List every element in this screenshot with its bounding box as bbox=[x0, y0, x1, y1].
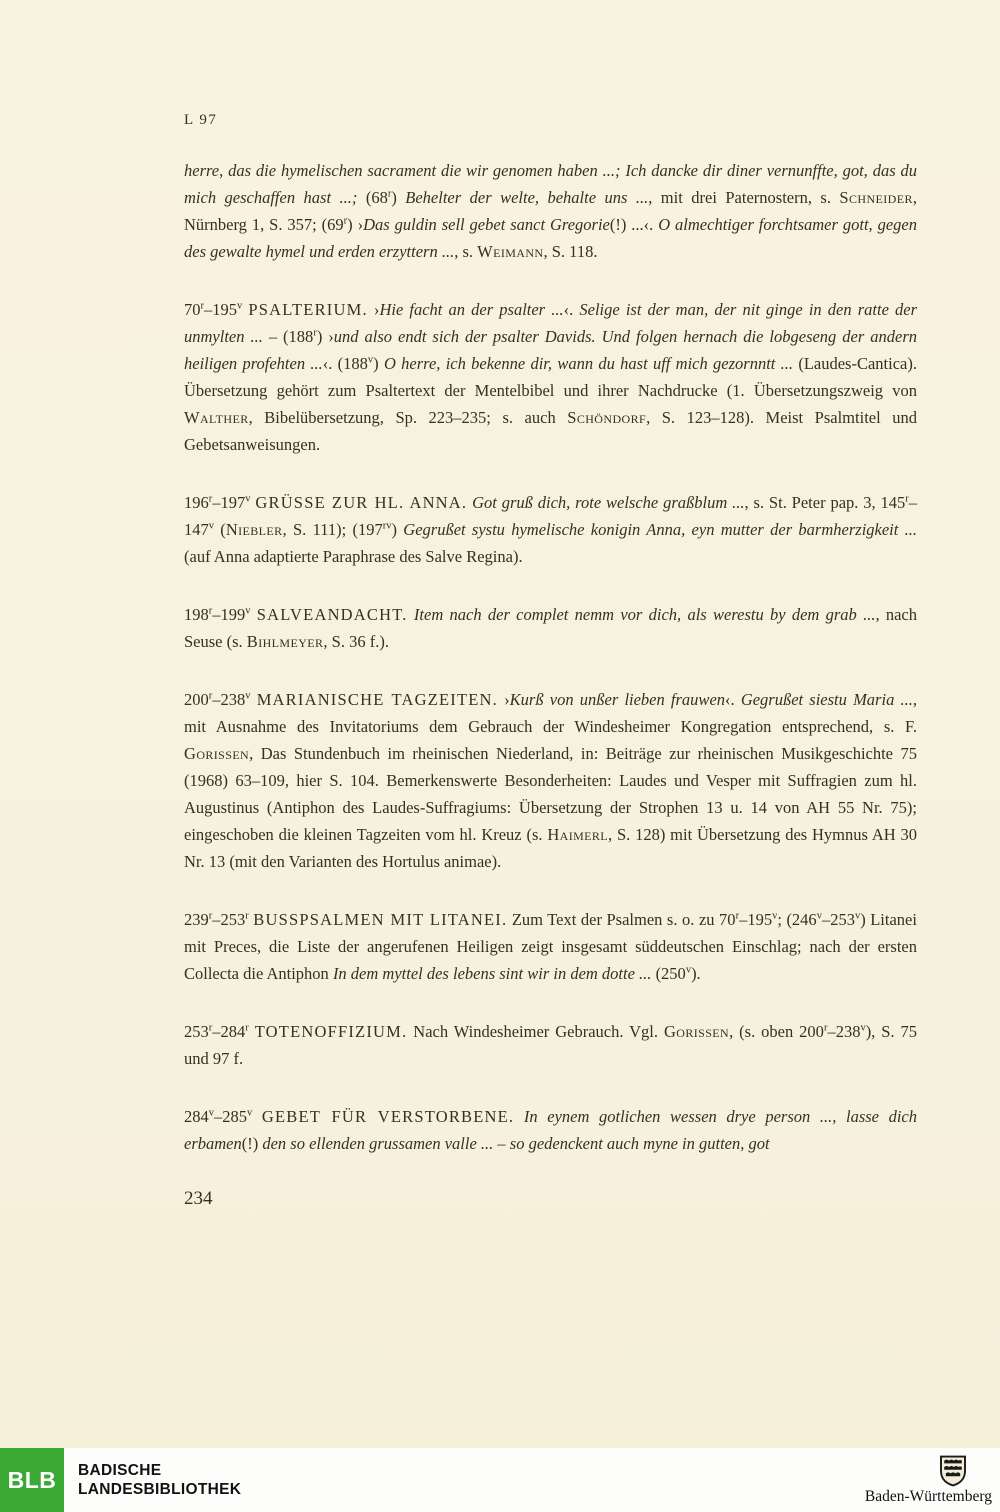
paragraph: 196$^r$–197$^v$ GRÜSSE ZUR HL. ANNA. Got gruß dich, rote welsche graßblum ..., s. St. Peter pap. 3, 145$^r$–147$^v$ (Niebler, S. 111); $(197^{rv})$ Gegrußet systu hymelische konigin Anna, eyn mutter der barmherzigkeit ... (auf Anna adaptierte Paraphrase des Salve Regina). bbox=[184, 493, 918, 566]
coat-of-arms-icon bbox=[938, 1455, 968, 1487]
library-name-line2: LANDESBIBLIOTHEK bbox=[78, 1481, 242, 1498]
paragraph: herre, das die hymelischen sacrament die wir genomen haben ...; Ich dancke dir diner vernunffte, got, das du mich geschaffen hast ...; (68$^r$) Behelter der welte, behalte uns ..., mit drei Paternostern, s. Schneider, Nürnberg 1, S. 357; (69$^r$) ›Das guldin sell gebet sanct Gregorie(!) ...‹. O almechtiger forchtsamer gott, gegen des gewalte hymel und erden erzyttern ..., s. Weimann, S. 118. bbox=[184, 161, 917, 261]
library-name-line1: BADISCHE bbox=[78, 1462, 162, 1479]
paragraph: 239$^r$–253$^r$ BUSSPSALMEN MIT LITANEI. Zum Text der Psalmen s. o. zu 70$^r$–195$^v$; (246$^v$–253$^v$) Litanei mit Preces, die Liste der angerufenen Heiligen zeigt insgesamt süddeutschen Einschlag; nach der ersten Collecta die Antiphon In dem myttel des lebens sint wir in dem dotte ... (250$^v$). bbox=[184, 910, 917, 983]
paragraph: 70$^r$–195$^v$ PSALTERIUM. ›Hie facht an der psalter ...‹. Selige ist der man, der nit ginge in den ratte der unmylten ... – (188$^r$) ›und also endt sich der psalter Davids. Und folgen hernach die lobgeseng der andern heiligen profehten ...‹. (188$^v$) O herre, ich bekenne dir, wann du hast uff mich gezornntt ... (Laudes-Cantica). Übersetzung gehört zum Psaltertext der Mentelbibel und ihrer Nachdrucke (1. Übersetzungszweig von Walther, Bibelübersetzung, Sp. 223–235; s. auch Schöndorf, S. 123–128). Meist Psalmtitel und Gebetsanweisungen. bbox=[184, 300, 918, 454]
paragraph: 284$^v$–285$^v$ GEBET FÜR VERSTORBENE. In eynem gotlichen wessen drye person ..., lasse dich erbamen(!) den so ellenden grussamen valle ... – so gedenckent auch myne in gutten, got bbox=[184, 1107, 918, 1153]
page-number: 234 bbox=[184, 1188, 213, 1209]
state-name: Baden-Württemberg bbox=[864, 1487, 992, 1505]
paragraph: 200$^r$–238$^v$ MARIANISCHE TAGZEITEN. ›Kurß von unßer lieben frauwen‹. Gegrußet siestu Maria ..., mit Ausnahme des Invitatoriums dem Gebrauch der Windesheimer Kongregation entsprechend, s. F. Gorissen, Das Stundenbuch im rheinischen Niederland, in: Beiträge zur rheinischen Musikgeschichte 75 (1968) 63–109, hier S. 104. Bemerkenswerte Besonderheiten: Laudes und Vesper mit Suffragien zum hl. Augustinus (Antiphon des Laudes-Suffragiums: Übersetzung der Strophen 13 u. 14 von AH 55 Nr. 75); eingeschoben die kleinen Tagzeiten vom hl. Kreuz (s. Haimerl, S. 128) mit Übersetzung des Hymnus AH 30 Nr. 13 (mit den Varianten des Hortulus animae). bbox=[184, 690, 917, 871]
catalog-paragraphs bbox=[184, 157, 917, 1157]
paragraph: 198$^r$–199$^v$ SALVEANDACHT. Item nach der complet nemm vor dich, als werestu by dem grab ..., nach Seuse (s. Bihlmeyer, S. 36 f.). bbox=[184, 605, 918, 651]
shelfmark-label: L 97 bbox=[184, 112, 218, 128]
text-block bbox=[184, 0, 917, 1210]
paragraph: 253$^r$–284$^r$ TOTENOFFIZIUM. Nach Windesheimer Gebrauch. Vgl. Gorissen, (s. oben 200$^r$–238$^v$), S. 75 und 97 f. bbox=[184, 1022, 918, 1068]
footer-bar bbox=[0, 1448, 1000, 1512]
blb-logo: BLB bbox=[0, 1448, 64, 1512]
library-name bbox=[78, 1461, 241, 1499]
footer-right bbox=[865, 1455, 1000, 1506]
